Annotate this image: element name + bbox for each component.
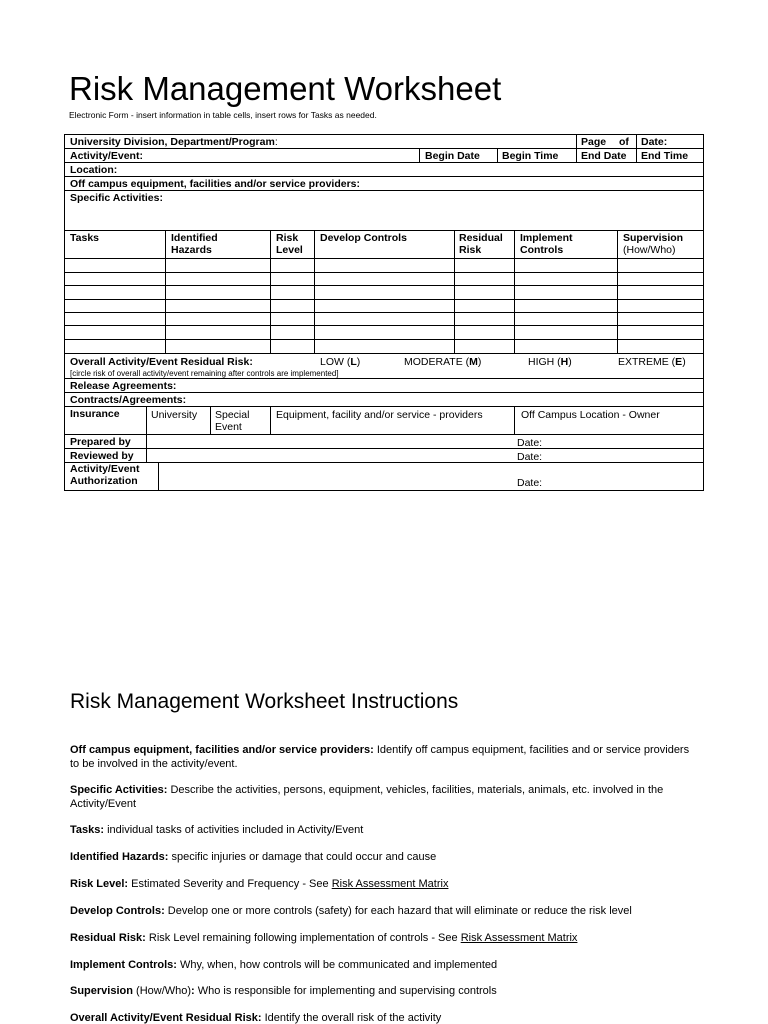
instruction-item: Implement Controls: Why, when, how controls will be communicated and implemented bbox=[70, 959, 498, 971]
supervision-header: Supervision (How/Who) bbox=[623, 232, 684, 256]
contracts-label: Contracts/Agreements: bbox=[70, 394, 187, 406]
reviewed-by-label: Reviewed by bbox=[70, 450, 134, 462]
risk-matrix-link[interactable]: Risk Assessment Matrix bbox=[331, 878, 449, 890]
offcampus-label: Off campus equipment, facilities and/or service providers: bbox=[70, 178, 361, 190]
instruction-item: Supervision (How/Who): Who is responsible for implementing and supervising controls bbox=[70, 985, 497, 997]
instruction-item: Develop Controls: Develop one or more controls (safety) for each hazard that will eliminate or reduce the risk level bbox=[70, 905, 632, 917]
insurance-offcampus-owner: Off Campus Location - Owner bbox=[521, 409, 660, 421]
worksheet-form bbox=[64, 134, 704, 491]
authorization-date-label: Date: bbox=[517, 477, 543, 489]
task-rows[interactable] bbox=[65, 259, 703, 353]
risk-option-high[interactable]: HIGH (H) bbox=[528, 356, 572, 368]
instruction-item: Risk Level: Estimated Severity and Frequency - See Risk Assessment Matrix bbox=[70, 878, 449, 890]
page-title: Risk Management Worksheet bbox=[69, 70, 502, 107]
insurance-equipment: Equipment, facility and/or service - providers bbox=[276, 409, 483, 421]
of-label: of bbox=[619, 136, 629, 148]
hazards-header: Identified Hazards bbox=[171, 232, 218, 256]
develop-controls-header: Develop Controls bbox=[320, 232, 407, 244]
risk-matrix-link[interactable]: Risk Assessment Matrix bbox=[460, 932, 578, 944]
prepared-by-label: Prepared by bbox=[70, 436, 131, 448]
task-column-headers bbox=[65, 231, 703, 259]
insurance-label: Insurance bbox=[70, 408, 120, 420]
risk-option-extreme[interactable]: EXTREME (E) bbox=[618, 356, 686, 368]
reviewed-by-field[interactable] bbox=[65, 449, 703, 463]
page-label: Page bbox=[581, 136, 607, 148]
page-subtitle: Electronic Form - insert information in table cells, insert rows for Tasks as needed. bbox=[69, 110, 377, 120]
location-label: Location: bbox=[70, 164, 118, 176]
date-label: Date: bbox=[641, 136, 668, 148]
end-date-label: End Date bbox=[581, 150, 627, 162]
begin-time-label: Begin Time bbox=[502, 150, 559, 162]
implement-controls-header: Implement Controls bbox=[520, 232, 573, 256]
prepared-by-field[interactable] bbox=[65, 435, 703, 449]
contracts-field[interactable] bbox=[65, 393, 703, 407]
risk-option-moderate[interactable]: MODERATE (M) bbox=[404, 356, 482, 368]
tasks-header: Tasks bbox=[70, 232, 99, 244]
end-time-label: End Time bbox=[641, 150, 689, 162]
release-agreements-label: Release Agreements: bbox=[70, 380, 177, 392]
instruction-item: Off campus equipment, facilities and/or service providers: Identify off campus equipment, facilities and or service providers to be involved in the activity/event. bbox=[70, 744, 690, 770]
instruction-item: Tasks: individual tasks of activities included in Activity/Event bbox=[70, 824, 364, 836]
division-label: University Division, Department/Program: bbox=[70, 136, 278, 148]
insurance-row bbox=[65, 407, 703, 435]
instruction-item: Overall Activity/Event Residual Risk: Identify the overall risk of the activity bbox=[70, 1012, 442, 1024]
overall-risk-row bbox=[65, 353, 703, 379]
insurance-university: University bbox=[151, 409, 198, 421]
begin-date-label: Begin Date bbox=[425, 150, 480, 162]
insurance-special-event: Special Event bbox=[215, 409, 250, 433]
authorization-field[interactable] bbox=[65, 463, 703, 490]
risk-level-header: Risk Level bbox=[276, 232, 303, 256]
overall-risk-label: Overall Activity/Event Residual Risk: bbox=[70, 356, 253, 368]
prepared-date-label: Date: bbox=[517, 437, 543, 449]
instruction-item: Residual Risk: Risk Level remaining following implementation of controls - See Risk Assessment Matrix bbox=[70, 932, 578, 944]
activity-label: Activity/Event: bbox=[70, 150, 143, 162]
instructions-title: Risk Management Worksheet Instructions bbox=[70, 690, 459, 713]
instruction-item: Specific Activities: Describe the activities, persons, equipment, vehicles, facilities, materials, animals, etc. involved in the Activity/Event bbox=[70, 784, 664, 810]
release-agreements-field[interactable] bbox=[65, 379, 703, 393]
residual-risk-header: Residual Risk bbox=[459, 232, 503, 256]
reviewed-date-label: Date: bbox=[517, 451, 543, 463]
overall-risk-note: [circle risk of overall activity/event remaining after controls are implemented] bbox=[70, 369, 339, 378]
risk-option-low[interactable]: LOW (L) bbox=[320, 356, 361, 368]
instruction-item: Identified Hazards: specific injuries or damage that could occur and cause bbox=[70, 851, 437, 863]
specific-activities-label: Specific Activities: bbox=[70, 192, 163, 204]
authorization-label: Activity/Event Authorization bbox=[70, 463, 140, 487]
